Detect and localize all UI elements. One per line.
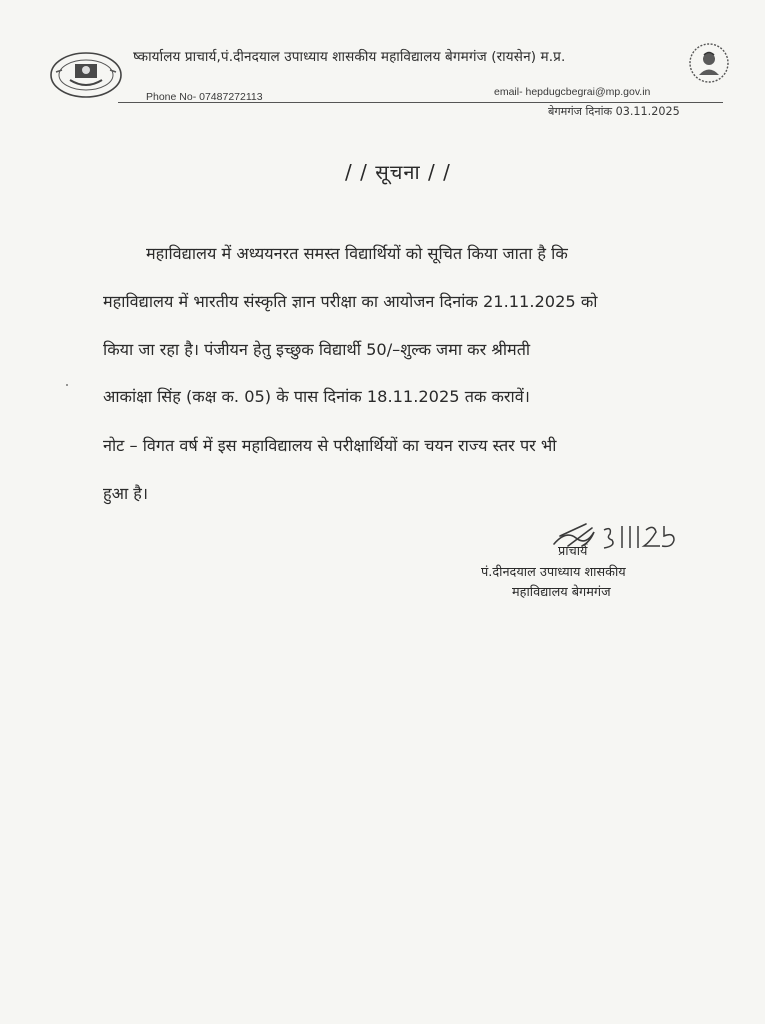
notice-body-line: महाविद्यालय में भारतीय संस्कृति ज्ञान परीक्षा का आयोजन दिनांक 21.11.2025 को xyxy=(103,292,598,311)
signatory-institution: पं.दीनदयाल उपाध्याय शासकीय xyxy=(481,565,626,580)
notice-heading: / / सूचना / / xyxy=(345,160,451,184)
notice-note-line: नोट – विगत वर्ष में इस महाविद्यालय से परीक्षार्थियों का चयन राज्य स्तर पर भी xyxy=(103,436,557,455)
phone-number: Phone No- 07487272113 xyxy=(146,91,263,103)
college-emblem-icon xyxy=(48,50,124,100)
notice-body-line: किया जा रहा है। पंजीयन हेतु इच्छुक विद्यार्थी 50/–शुल्क जमा कर श्रीमती xyxy=(103,340,531,359)
header-divider xyxy=(118,102,723,103)
signatory-role: प्राचार्य xyxy=(558,544,588,559)
signatory-institution-place: महाविद्यालय बेगमगंज xyxy=(512,585,611,600)
issue-date: बेगमगंज दिनांक 03.11.2025 xyxy=(548,105,680,118)
scan-speck xyxy=(66,384,68,386)
portrait-seal-icon xyxy=(688,42,730,84)
notice-note-line: हुआ है। xyxy=(103,484,149,503)
email-address: email- hepdugcbegrai@mp.gov.in xyxy=(494,86,651,98)
office-title: ष्कार्यालय प्राचार्य,पं.दीनदयाल उपाध्याय शासकीय महाविद्यालय बेगमगंज (रायसेन) म.प्र. xyxy=(133,49,566,65)
notice-body-line: आकांक्षा सिंह (कक्ष क. 05) के पास दिनांक 18.11.2025 तक करावें। xyxy=(103,387,530,406)
notice-body-line: महाविद्यालय में अध्ययनरत समस्त विद्यार्थियों को सूचित किया जाता है कि xyxy=(146,244,568,263)
